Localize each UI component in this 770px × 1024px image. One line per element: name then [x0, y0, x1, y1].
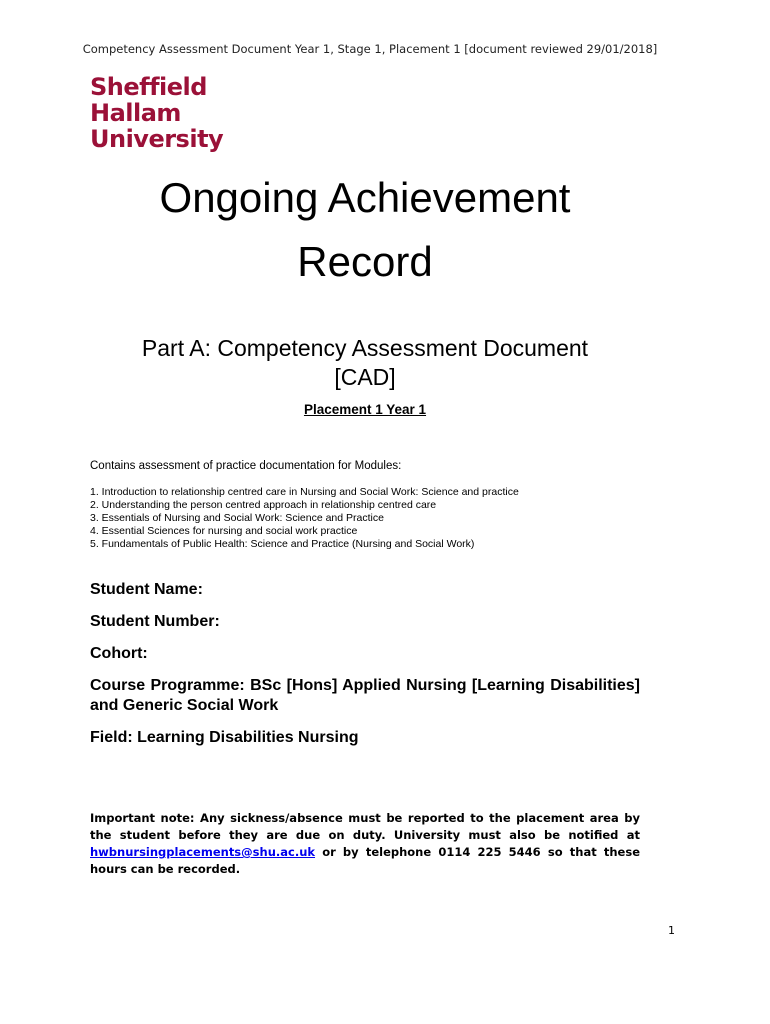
page-number: 1 [668, 924, 675, 937]
running-header: Competency Assessment Document Year 1, Stage 1, Placement 1 [document reviewed 29/01/2018] [82, 42, 658, 56]
student-details [90, 580, 640, 760]
modules-intro: Contains assessment of practice documentation for Modules: [90, 460, 402, 472]
note-text-after: or by telephone 0114 225 5446 so that these hours can be recorded. [90, 845, 640, 876]
student-name-label: Student Name: [90, 581, 203, 598]
field-label: Field: Learning Disabilities Nursing [90, 729, 359, 746]
logo-line-2: Hallam [90, 99, 181, 127]
module-list [90, 486, 519, 551]
list-item: 1. Introduction to relationship centred care in Nursing and Social Work: Science and practice [90, 486, 519, 498]
important-note [90, 810, 640, 878]
note-text-before: Important note: Any sickness/absence must be reported to the placement area by the student before they are due on duty. University must also be notified at [90, 811, 640, 842]
email-link[interactable]: hwbnursingplacements@shu.ac.uk [90, 845, 316, 859]
logo-line-1: Sheffield [90, 73, 207, 101]
subtitle-line-1: Part A: Competency Assessment Document [141, 335, 589, 361]
university-logo [90, 74, 223, 152]
list-item: 4. Essential Sciences for nursing and social work practice [90, 525, 358, 537]
list-item: 5. Fundamentals of Public Health: Science and Practice (Nursing and Social Work) [90, 538, 475, 550]
placement-heading: Placement 1 Year 1 [303, 402, 427, 417]
list-item: 2. Understanding the person centred approach in relationship centred care [90, 499, 437, 511]
title-line-2: Record [297, 238, 433, 285]
title-line-1: Ongoing Achievement [159, 174, 571, 221]
list-item: 3. Essentials of Nursing and Social Work: Science and Practice [90, 512, 384, 524]
logo-line-3: University [90, 125, 224, 153]
cohort-label: Cohort: [90, 645, 148, 662]
student-number-label: Student Number: [90, 613, 220, 630]
page-title [0, 166, 730, 294]
subtitle-line-2: [CAD] [334, 364, 396, 390]
page-subtitle [0, 334, 730, 392]
course-programme-label: Course Programme: BSc [Hons] Applied Nursing [Learning Disabilities] and Generic Social Work [90, 677, 640, 714]
